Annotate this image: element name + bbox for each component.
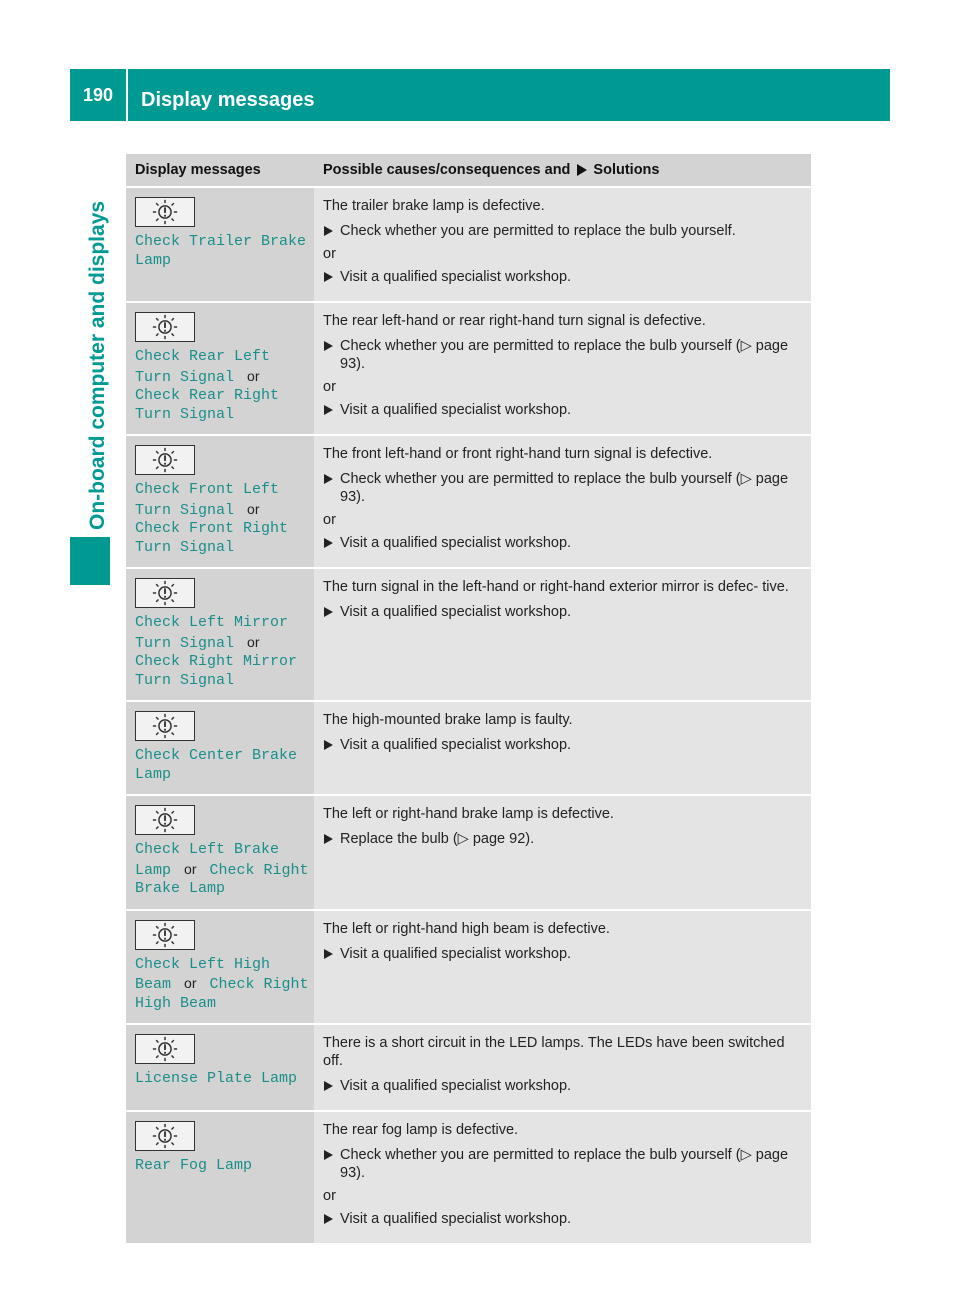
step-arrow-icon: [324, 405, 333, 415]
arrow-right-icon: [577, 164, 587, 176]
step-text: Visit a qualified specialist workshop.: [340, 737, 572, 753]
step-arrow-icon: [324, 538, 333, 548]
or-connector: or: [184, 860, 197, 877]
solution-step: [323, 534, 803, 552]
column-header-causes-text: Possible causes/consequences and: [323, 162, 571, 178]
solution-cell: [314, 702, 811, 794]
table-header: [126, 154, 811, 186]
warning-lamp-svg: [136, 806, 194, 834]
solution-cell: [314, 436, 811, 567]
warning-lamp-icon: [135, 312, 195, 342]
table-row: [126, 434, 811, 567]
page-header: [70, 69, 890, 121]
warning-lamp-svg: [136, 579, 194, 607]
cause-description: The left or right-hand high beam is defective.: [323, 920, 610, 937]
message-cell: [126, 569, 314, 700]
step-text: Visit a qualified specialist workshop.: [340, 604, 572, 620]
message-variant: Check Left Brake Lamp: [135, 841, 280, 879]
warning-lamp-icon: [135, 197, 195, 227]
header-divider: [126, 69, 128, 121]
cause-description: The rear left-hand or rear right-hand turn signal is defective.: [323, 313, 706, 329]
message-cell: [126, 1112, 314, 1243]
step-text: Check whether you are permitted to replace the bulb yourself (▷ page 93).: [340, 1147, 789, 1181]
step-text: Check whether you are permitted to replace the bulb yourself (▷ page 93).: [340, 338, 789, 372]
message-variant: Check Trailer Brake Lamp: [135, 233, 307, 269]
solution-cell: [314, 1112, 811, 1243]
warning-lamp-svg: [136, 198, 194, 226]
step-text: Visit a qualified specialist workshop.: [340, 269, 572, 285]
step-text: Check whether you are permitted to replace the bulb yourself (▷ page 93).: [340, 471, 789, 505]
step-arrow-icon: [324, 1150, 333, 1160]
display-messages-table: [126, 154, 811, 1243]
or-connector: or: [247, 633, 260, 650]
warning-lamp-svg: [136, 446, 194, 474]
warning-lamp-svg: [136, 1122, 194, 1150]
solution-step: [323, 1077, 803, 1095]
table-row: [126, 186, 811, 301]
cause-description: The trailer brake lamp is defective.: [323, 198, 545, 214]
or-separator: or: [323, 246, 336, 262]
message-variant: Check Right Brake Lamp: [135, 861, 309, 897]
step-arrow-icon: [324, 1214, 333, 1224]
message-variant: Rear Fog Lamp: [135, 1157, 253, 1174]
solution-step: [323, 1146, 803, 1182]
cause-description: The high-mounted brake lamp is faulty.: [323, 712, 573, 728]
cause-description: The left or right-hand brake lamp is defective.: [323, 806, 614, 822]
step-text: Visit a qualified specialist workshop.: [340, 535, 572, 551]
solution-step: [323, 603, 803, 621]
solution-step: [323, 222, 803, 240]
solution-step: [323, 945, 803, 963]
display-message-text: [135, 1157, 314, 1176]
step-arrow-icon: [324, 949, 333, 959]
step-text: Visit a qualified specialist workshop.: [340, 402, 572, 418]
display-message-text: [135, 841, 314, 899]
or-separator: or: [323, 512, 336, 528]
side-tab-marker: [70, 537, 110, 585]
message-variant: License Plate Lamp: [135, 1070, 298, 1087]
message-cell: [126, 1025, 314, 1110]
cause-description: There is a short circuit in the LED lamps. The LEDs have been switched off.: [323, 1035, 785, 1069]
warning-lamp-icon: [135, 805, 195, 835]
message-variant: Check Left High Beam: [135, 955, 271, 993]
warning-lamp-svg: [136, 712, 194, 740]
chapter-label: On-board computer and displays: [86, 200, 109, 530]
warning-lamp-icon: [135, 578, 195, 608]
message-variant: Check Front Left Turn Signal: [135, 481, 280, 519]
solution-cell: [314, 911, 811, 1024]
step-text: Visit a qualified specialist workshop.: [340, 1211, 572, 1227]
step-text: Visit a qualified specialist workshop.: [340, 1078, 572, 1094]
warning-lamp-icon: [135, 1034, 195, 1064]
message-variant: Check Rear Left Turn Signal: [135, 348, 271, 386]
table-row: [126, 794, 811, 909]
message-variant: Check Right Mirror Turn Signal: [135, 653, 298, 689]
step-arrow-icon: [324, 607, 333, 617]
solution-step: [323, 470, 803, 506]
display-message-text: [135, 747, 314, 784]
solution-cell: [314, 1025, 811, 1110]
warning-lamp-icon: [135, 1121, 195, 1151]
table-row: [126, 1110, 811, 1243]
display-message-text: [135, 1070, 314, 1089]
warning-lamp-svg: [136, 921, 194, 949]
or-connector: or: [184, 975, 197, 991]
message-variant: Check Rear Right Turn Signal: [135, 387, 280, 423]
table-row: [126, 1023, 811, 1110]
step-text: Visit a qualified specialist workshop.: [340, 945, 572, 962]
display-message-text: [135, 348, 314, 424]
solution-step: [323, 268, 803, 286]
display-message-text: [135, 481, 314, 557]
message-variant: Check Center Brake Lamp: [135, 747, 298, 783]
column-header-solutions-text: Solutions: [593, 162, 660, 178]
message-cell: [126, 436, 314, 567]
message-cell: [126, 303, 314, 434]
message-variant: Check Left Mirror Turn Signal: [135, 614, 289, 652]
solution-step: [323, 337, 803, 373]
warning-lamp-svg: [136, 313, 194, 341]
message-variant: Check Right High Beam: [135, 976, 309, 1012]
display-message-text: [135, 956, 314, 1014]
step-arrow-icon: [324, 740, 333, 750]
section-title: Display messages: [141, 89, 315, 111]
cause-description: The rear fog lamp is defective.: [323, 1122, 519, 1138]
warning-lamp-icon: [135, 445, 195, 475]
solution-cell: [314, 569, 811, 700]
step-arrow-icon: [324, 1081, 333, 1091]
solution-cell: [314, 796, 811, 909]
solution-step: [323, 401, 803, 419]
message-variant: Check Front Right Turn Signal: [135, 520, 289, 556]
or-separator: or: [323, 1188, 336, 1204]
message-cell: [126, 911, 314, 1024]
page-number: 190: [82, 84, 114, 105]
column-header-display-messages: Display messages: [135, 162, 261, 178]
display-message-text: [135, 614, 314, 690]
message-cell: [126, 702, 314, 794]
step-arrow-icon: [324, 474, 333, 484]
warning-lamp-svg: [136, 1035, 194, 1063]
solution-step: [323, 736, 803, 754]
step-text: Replace the bulb (▷ page 92).: [340, 831, 535, 847]
solution-cell: [314, 303, 811, 434]
step-arrow-icon: [324, 834, 333, 844]
or-separator: or: [323, 379, 336, 395]
column-header-causes: [314, 154, 811, 186]
table-row: [126, 909, 811, 1024]
or-connector: or: [247, 500, 260, 517]
cause-description: The front left-hand or front right-hand turn signal is defective.: [323, 446, 713, 462]
display-message-text: [135, 233, 314, 270]
cause-description: The turn signal in the left-hand or right-hand exterior mirror is defec- tive.: [323, 579, 789, 595]
step-arrow-icon: [324, 226, 333, 236]
or-connector: or: [247, 367, 260, 384]
table-row: [126, 700, 811, 794]
message-cell: [126, 796, 314, 909]
step-arrow-icon: [324, 272, 333, 282]
solution-cell: [314, 188, 811, 301]
solution-step: [323, 830, 803, 848]
table-row: [126, 567, 811, 700]
step-text: Check whether you are permitted to replace the bulb yourself.: [340, 223, 736, 239]
warning-lamp-icon: [135, 711, 195, 741]
step-arrow-icon: [324, 341, 333, 351]
table-row: [126, 301, 811, 434]
message-cell: [126, 188, 314, 301]
warning-lamp-icon: [135, 920, 195, 950]
solution-step: [323, 1210, 803, 1228]
